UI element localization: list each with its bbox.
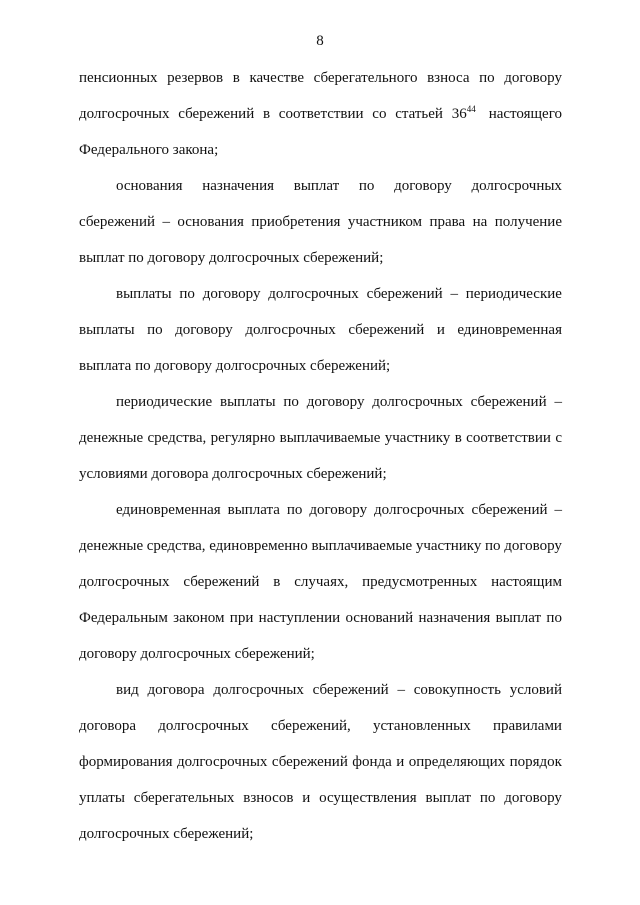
word: наступлении (258, 610, 341, 626)
word: условий (509, 682, 562, 698)
word: сбережений, (271, 718, 351, 734)
text-line (116, 284, 562, 304)
word: статьей (395, 106, 443, 122)
text-line (116, 680, 562, 700)
text-line (79, 572, 562, 592)
word: договору (202, 286, 261, 302)
word: выплачиваемые (279, 430, 381, 446)
word: выплат (495, 610, 542, 626)
word: в (454, 430, 462, 446)
text-line: выплат по договору долгосрочных сбережений; (79, 250, 384, 266)
text-line-with-superscript (79, 104, 562, 124)
text-line (79, 320, 562, 340)
word: сбережений (348, 322, 425, 338)
word: сбережений (183, 574, 260, 590)
text-line (79, 608, 562, 628)
text-line: долгосрочных сбережений; (79, 826, 254, 842)
word: договору (394, 178, 452, 194)
word: по (283, 394, 299, 410)
word: фонда (352, 754, 392, 770)
word: по (479, 70, 495, 86)
word: уплаты (79, 790, 125, 806)
word: периодические (116, 394, 213, 410)
text-line: условиями договора долгосрочных сбережений; (79, 466, 387, 482)
word: периодические (465, 286, 562, 302)
word: по (485, 538, 501, 554)
word: по (147, 322, 163, 338)
word: сбережений (271, 754, 348, 770)
text-line: Федерального закона; (79, 142, 219, 158)
word: сбережений (178, 106, 255, 122)
word: сбережений (470, 394, 547, 410)
word: сбережений (79, 214, 155, 230)
word: в (262, 106, 271, 122)
page-number: 8 (316, 33, 324, 49)
word: основания (116, 178, 183, 194)
text-line (79, 68, 562, 88)
word: договору (175, 322, 233, 338)
word: – (162, 214, 170, 230)
word: назначения (418, 610, 491, 626)
text-line (79, 212, 562, 232)
word: долгосрочных (213, 682, 304, 698)
word: сбережений (366, 286, 443, 302)
word: порядок (509, 754, 562, 770)
word: оснований (345, 610, 414, 626)
word: долгосрочных (158, 718, 249, 734)
word: долгосрочных (372, 394, 463, 410)
word: денежные (79, 430, 144, 446)
word: договора (79, 718, 137, 734)
text-line (79, 536, 562, 556)
word: средства, (146, 538, 206, 554)
line-last-word: настоящего (488, 106, 562, 122)
word: правилами (493, 718, 562, 734)
word: формирования (79, 754, 173, 770)
word: определяющих (408, 754, 506, 770)
word: единовременная (116, 502, 221, 518)
word: получение (494, 214, 562, 230)
word: по (546, 610, 562, 626)
word: в (273, 574, 281, 590)
text-line (79, 716, 562, 736)
word: осуществления (319, 790, 417, 806)
text-line (79, 788, 562, 808)
word: совокупность (413, 682, 501, 698)
word: взносов (243, 790, 294, 806)
word: договору (504, 70, 562, 86)
word: вид (116, 682, 139, 698)
word: долгосрочных (79, 574, 170, 590)
word: и (436, 322, 445, 338)
word: законом (173, 610, 225, 626)
word: – (554, 394, 562, 410)
word: случаях, (294, 574, 349, 590)
word: средства, (147, 430, 207, 446)
word: договору (504, 790, 562, 806)
word: сберегательных (133, 790, 235, 806)
word: участнику (384, 430, 451, 446)
word: в (232, 70, 240, 86)
word: назначения (202, 178, 275, 194)
word: договору (309, 502, 368, 518)
text-line: договору долгосрочных сбережений; (79, 646, 315, 662)
word: качестве (249, 70, 305, 86)
text-line (116, 392, 562, 412)
word: по (179, 286, 195, 302)
word: единовременно (209, 538, 308, 554)
word: договору (306, 394, 365, 410)
word: – (554, 502, 562, 518)
word: долгосрочных (268, 286, 359, 302)
word: приобретения (251, 214, 341, 230)
word: выплачиваемые (311, 538, 413, 554)
word: денежные (79, 538, 144, 554)
word: сберегательного (313, 70, 418, 86)
word: пенсионных (79, 70, 158, 86)
word: по (286, 502, 303, 518)
word: долгосрочных (471, 178, 562, 194)
word: регулярно (210, 430, 276, 446)
word: сбережений (312, 682, 389, 698)
word: соответствии (278, 106, 364, 122)
article-superscript: 44 (466, 104, 476, 114)
word: установленных (373, 718, 471, 734)
word: предусмотренных (362, 574, 478, 590)
word: при (229, 610, 254, 626)
word: со (372, 106, 387, 122)
word: и (396, 754, 405, 770)
word: выплат (293, 178, 340, 194)
word: соответствии (466, 430, 551, 446)
word: выплата (227, 502, 280, 518)
word: сбережений (471, 502, 548, 518)
word: выплаты (116, 286, 172, 302)
word: долгосрочных (245, 322, 336, 338)
text-line: выплата по договору долгосрочных сбережений; (79, 358, 391, 374)
word: участнику (415, 538, 482, 554)
word: участником (347, 214, 423, 230)
word: договора (147, 682, 205, 698)
word: с (555, 430, 562, 446)
word: долгосрочных (176, 754, 268, 770)
word: резервов (167, 70, 224, 86)
word: – (450, 286, 458, 302)
word: на (472, 214, 488, 230)
word: по (358, 178, 375, 194)
word: и (302, 790, 311, 806)
word: договору (504, 538, 562, 554)
word: долгосрочных (79, 106, 170, 122)
word: взноса (427, 70, 470, 86)
word: основания (177, 214, 244, 230)
word: выплат (425, 790, 472, 806)
word: Федеральным (79, 610, 168, 626)
text-line (79, 428, 562, 448)
word: права (429, 214, 466, 230)
word: выплаты (219, 394, 276, 410)
word: – (397, 682, 405, 698)
word: 36 (451, 106, 467, 122)
word: единовременная (457, 322, 562, 338)
word: по (479, 790, 496, 806)
text-line (79, 752, 562, 772)
text-line (116, 500, 562, 520)
word: выплаты (79, 322, 135, 338)
line-words (79, 104, 467, 124)
word: долгосрочных (374, 502, 465, 518)
text-line (116, 176, 562, 196)
line-end (467, 104, 562, 124)
word: настоящим (491, 574, 562, 590)
